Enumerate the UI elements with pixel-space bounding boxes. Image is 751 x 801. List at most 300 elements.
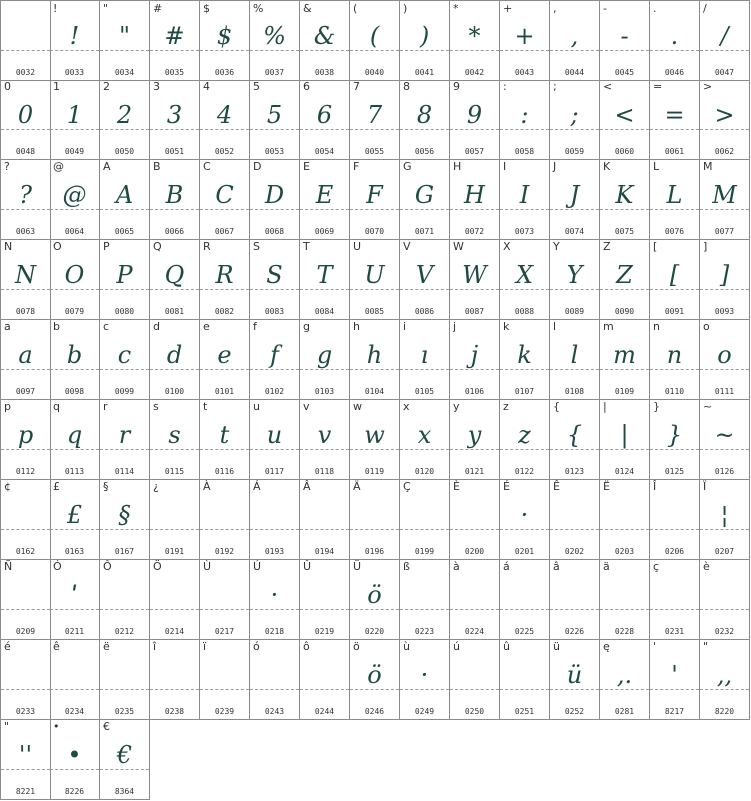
- glyph-sample: 2: [116, 101, 133, 129]
- glyph-label: ï: [203, 640, 207, 653]
- glyph-cell: [300, 480, 350, 560]
- glyph-label: f: [253, 320, 257, 333]
- glyph-label: j: [453, 320, 457, 333]
- glyph-sample: [600, 578, 649, 612]
- glyph-code: 0046: [664, 68, 685, 77]
- glyph-cell: [700, 320, 750, 400]
- glyph-sample: •: [67, 741, 82, 769]
- glyph-label: R: [203, 240, 211, 253]
- glyph-label: O: [53, 240, 62, 253]
- glyph-code: 0044: [564, 68, 585, 77]
- glyph-cell: [350, 80, 400, 160]
- glyph-sample: &: [313, 22, 336, 50]
- glyph-sample: [150, 658, 199, 692]
- glyph-code: 0124: [614, 467, 635, 476]
- glyph-cell: [200, 640, 250, 720]
- glyph-code: 0110: [664, 387, 685, 396]
- glyph-label: T: [303, 240, 310, 253]
- glyph-code: 0076: [664, 227, 685, 236]
- glyph-cell: [600, 160, 650, 240]
- glyph-code: 0206: [664, 547, 685, 556]
- glyph-code: 0211: [64, 627, 85, 636]
- glyph-code: 0093: [714, 307, 735, 316]
- glyph-label: ß: [403, 560, 410, 573]
- glyph-code: 0075: [614, 227, 635, 236]
- glyph-cell: [500, 480, 550, 560]
- glyph-cell: [500, 80, 550, 160]
- glyph-code: 0250: [464, 707, 485, 716]
- glyph-label: û: [503, 640, 510, 653]
- glyph-sample: [350, 498, 399, 532]
- glyph-label: ë: [103, 640, 110, 653]
- glyph-label: £: [53, 480, 60, 493]
- glyph-label: ö: [353, 640, 360, 653]
- glyph-label: è: [703, 560, 710, 573]
- glyph-cell: [100, 720, 150, 800]
- glyph-label: g: [303, 320, 310, 333]
- glyph-sample: ·: [420, 661, 429, 689]
- glyph-sample: e: [217, 341, 232, 369]
- glyph-code: 0082: [214, 307, 235, 316]
- glyph-sample: %: [263, 22, 286, 50]
- glyph-label: W: [453, 240, 464, 253]
- glyph-label: v: [303, 400, 310, 413]
- glyph-sample: $: [216, 22, 233, 50]
- glyph-code: 0053: [264, 147, 285, 156]
- glyph-label: Î: [653, 480, 657, 493]
- glyph-label: 6: [303, 80, 310, 93]
- glyph-sample: t: [219, 421, 230, 449]
- glyph-cell: [250, 80, 300, 160]
- glyph-code: 0226: [564, 627, 585, 636]
- glyph-sample: [1, 498, 50, 532]
- glyph-code: 0201: [514, 547, 535, 556]
- glyph-code: 0102: [264, 387, 285, 396]
- glyph-sample: E: [315, 181, 334, 209]
- glyph-label: K: [603, 160, 611, 173]
- glyph-code: 0074: [564, 227, 585, 236]
- glyph-sample: C: [215, 181, 234, 209]
- glyph-cell: [200, 480, 250, 560]
- glyph-label: Â: [303, 480, 311, 493]
- glyph-sample: [100, 578, 149, 612]
- glyph-sample: G: [414, 181, 435, 209]
- glyph-code: 0214: [164, 627, 185, 636]
- glyph-label: J: [553, 160, 557, 173]
- glyph-cell: [0, 0, 51, 81]
- glyph-label: E: [303, 160, 310, 173]
- glyph-code: 0033: [64, 68, 85, 77]
- glyph-label: ]: [703, 240, 708, 253]
- glyph-code: 0032: [15, 68, 36, 77]
- glyph-sample: o: [717, 341, 732, 369]
- glyph-label: ó: [253, 640, 260, 653]
- glyph-code: 0068: [264, 227, 285, 236]
- glyph-code: 0107: [514, 387, 535, 396]
- glyph-code: 0063: [15, 227, 36, 236]
- glyph-cell: [150, 640, 200, 720]
- glyph-sample: u: [266, 421, 283, 449]
- glyph-sample: '': [18, 741, 33, 769]
- glyph-cell: [600, 480, 650, 560]
- glyph-label: ": [4, 720, 10, 733]
- glyph-sample: P: [116, 261, 133, 289]
- glyph-cell: [150, 160, 200, 240]
- glyph-sample: €: [116, 741, 133, 769]
- glyph-sample: W: [462, 261, 487, 289]
- glyph-sample: [550, 498, 599, 532]
- glyph-sample: [450, 578, 499, 612]
- glyph-label: 4: [203, 80, 210, 93]
- glyph-cell: [300, 80, 350, 160]
- glyph-label: r: [103, 400, 108, 413]
- glyph-cell: [350, 480, 400, 560]
- glyph-code: 0045: [614, 68, 635, 77]
- glyph-code: 0114: [114, 467, 135, 476]
- glyph-sample: B: [165, 181, 184, 209]
- glyph-label: :: [503, 80, 507, 93]
- glyph-cell: [500, 0, 550, 81]
- glyph-label: ;: [553, 80, 557, 93]
- glyph-label: l: [553, 320, 557, 333]
- glyph-cell: [700, 160, 750, 240]
- glyph-cell: [600, 400, 650, 480]
- glyph-code: 0121: [464, 467, 485, 476]
- glyph-label: B: [153, 160, 161, 173]
- glyph-cell: [450, 80, 500, 160]
- glyph-code: 0060: [614, 147, 635, 156]
- glyph-cell: [400, 480, 450, 560]
- glyph-label: X: [503, 240, 511, 253]
- glyph-code: 0109: [614, 387, 635, 396]
- glyph-code: 0249: [414, 707, 435, 716]
- glyph-label: Ñ: [4, 560, 13, 573]
- glyph-code: 0103: [314, 387, 335, 396]
- glyph-cell: [550, 80, 600, 160]
- glyph-label: H: [453, 160, 462, 173]
- glyph-cell: [0, 480, 51, 560]
- glyph-cell: [0, 240, 51, 320]
- glyph-label: }: [653, 400, 660, 413]
- glyph-label: d: [153, 320, 160, 333]
- glyph-label: z: [503, 400, 509, 413]
- glyph-cell: [450, 0, 500, 81]
- glyph-cell: [150, 240, 200, 320]
- glyph-code: 0054: [314, 147, 335, 156]
- glyph-label: /: [703, 2, 707, 15]
- glyph-sample: ,: [570, 22, 579, 50]
- glyph-code: 0194: [314, 547, 335, 556]
- glyph-sample: a: [18, 341, 33, 369]
- glyph-cell: [200, 560, 250, 640]
- glyph-label: A: [103, 160, 111, 173]
- glyph-cell: [0, 640, 51, 720]
- glyph-cell: [50, 240, 100, 320]
- glyph-sample: I: [519, 181, 530, 209]
- glyph-cell: [700, 480, 750, 560]
- glyph-cell: [550, 400, 600, 480]
- glyph-label: c: [103, 320, 110, 333]
- glyph-cell: [650, 560, 700, 640]
- glyph-label: $: [203, 2, 210, 15]
- glyph-cell: [150, 0, 200, 81]
- glyph-code: 0086: [414, 307, 435, 316]
- glyph-code: 0163: [64, 547, 85, 556]
- glyph-sample: ö: [367, 661, 382, 689]
- glyph-cell: [450, 480, 500, 560]
- glyph-sample: c: [117, 341, 132, 369]
- glyph-label: ': [653, 640, 657, 653]
- glyph-code: 0071: [414, 227, 435, 236]
- glyph-cell: [500, 320, 550, 400]
- glyph-code: 0118: [314, 467, 335, 476]
- glyph-cell: [200, 0, 250, 81]
- glyph-label: Z: [603, 240, 611, 253]
- glyph-sample: ,,: [716, 661, 733, 689]
- glyph-cell: [0, 160, 51, 240]
- glyph-code: 0069: [314, 227, 335, 236]
- glyph-sample: p: [17, 421, 34, 449]
- glyph-code: 0191: [164, 547, 185, 556]
- glyph-label: 2: [103, 80, 110, 93]
- glyph-label: Ü: [353, 560, 362, 573]
- glyph-code: 8221: [15, 787, 36, 796]
- glyph-cell: [0, 560, 51, 640]
- glyph-sample: §: [118, 501, 131, 529]
- glyph-sample: ~: [714, 421, 735, 449]
- glyph-label: ?: [4, 160, 10, 173]
- glyph-cell: [550, 560, 600, 640]
- glyph-label: 5: [253, 80, 260, 93]
- glyph-sample: [500, 658, 549, 692]
- glyph-sample: Z: [616, 261, 633, 289]
- glyph-sample: V: [415, 261, 434, 289]
- glyph-label: ~: [703, 400, 713, 413]
- glyph-sample: M: [712, 181, 737, 209]
- glyph-cell: [0, 320, 51, 400]
- glyph-label: ô: [303, 640, 310, 653]
- glyph-code: 0239: [214, 707, 235, 716]
- glyph-code: 0048: [15, 147, 36, 156]
- glyph-sample: r: [118, 421, 131, 449]
- glyph-sample: [400, 578, 449, 612]
- glyph-sample: [500, 578, 549, 612]
- glyph-label: ù: [403, 640, 410, 653]
- glyph-sample: [100, 658, 149, 692]
- glyph-sample: [50, 658, 99, 692]
- glyph-cell: [550, 480, 600, 560]
- glyph-label: §: [103, 480, 109, 493]
- glyph-sample: ·: [270, 581, 279, 609]
- glyph-sample: {: [566, 421, 583, 449]
- glyph-label: {: [553, 400, 560, 413]
- glyph-code: 0126: [714, 467, 735, 476]
- glyph-cell: [450, 240, 500, 320]
- glyph-sample: R: [215, 261, 234, 289]
- glyph-label: Ù: [203, 560, 212, 573]
- glyph-label: 0: [4, 80, 11, 93]
- glyph-sample: ˈ: [71, 581, 78, 609]
- glyph-code: 0112: [15, 467, 36, 476]
- glyph-label: î: [153, 640, 157, 653]
- glyph-code: 0058: [514, 147, 535, 156]
- glyph-code: 0223: [414, 627, 435, 636]
- glyph-label: Á: [253, 480, 261, 493]
- glyph-cell: [500, 160, 550, 240]
- glyph-sample: /: [720, 22, 729, 50]
- glyph-cell: [500, 400, 550, 480]
- glyph-label: Ä: [353, 480, 361, 493]
- glyph-label: Ë: [603, 480, 610, 493]
- glyph-cell: [150, 480, 200, 560]
- glyph-label: <: [603, 80, 613, 93]
- glyph-code: 0059: [564, 147, 585, 156]
- glyph-cell: [50, 400, 100, 480]
- glyph-sample: [550, 578, 599, 612]
- glyph-code: 0108: [564, 387, 585, 396]
- glyph-cell: [650, 480, 700, 560]
- glyph-cell: [700, 0, 750, 81]
- glyph-cell: [350, 0, 400, 81]
- glyph-label: s: [153, 400, 159, 413]
- glyph-cell: [400, 160, 450, 240]
- glyph-cell: [300, 640, 350, 720]
- glyph-cell: [350, 400, 400, 480]
- glyph-code: 0041: [414, 68, 435, 77]
- glyph-cell: [250, 320, 300, 400]
- glyph-sample: ]: [719, 261, 730, 289]
- glyph-code: 0117: [264, 467, 285, 476]
- glyph-cell: [0, 80, 51, 160]
- glyph-cell: [200, 320, 250, 400]
- glyph-cell: [200, 160, 250, 240]
- glyph-code: 0056: [414, 147, 435, 156]
- glyph-cell: [550, 240, 600, 320]
- glyph-code: 0119: [364, 467, 385, 476]
- glyph-label: N: [4, 240, 13, 253]
- glyph-sample: [1, 658, 50, 692]
- glyph-code: 0057: [464, 147, 485, 156]
- glyph-cell: [350, 320, 400, 400]
- glyph-code: 8220: [714, 707, 735, 716]
- glyph-sample: v: [317, 421, 332, 449]
- glyph-code: 0080: [114, 307, 135, 316]
- glyph-label: ,: [553, 2, 557, 15]
- glyph-sample: [150, 498, 199, 532]
- glyph-code: 0192: [214, 547, 235, 556]
- glyph-sample: K: [615, 181, 634, 209]
- glyph-cell: [300, 0, 350, 81]
- glyph-sample: 8: [416, 101, 433, 129]
- glyph-cell: [600, 240, 650, 320]
- glyph-code: 0034: [114, 68, 135, 77]
- glyph-label: n: [653, 320, 660, 333]
- glyph-label: [: [653, 240, 658, 253]
- glyph-cell: [550, 640, 600, 720]
- glyph-code: 0047: [714, 68, 735, 77]
- glyph-label: Ô: [103, 560, 112, 573]
- glyph-cell: [100, 560, 150, 640]
- glyph-cell: [100, 160, 150, 240]
- glyph-code: 8364: [114, 787, 135, 796]
- glyph-code: 0111: [714, 387, 735, 396]
- glyph-sample: 3: [166, 101, 183, 129]
- glyph-code: 0220: [364, 627, 385, 636]
- glyph-cell: [0, 720, 51, 800]
- glyph-cell: [250, 160, 300, 240]
- glyph-code: 0089: [564, 307, 585, 316]
- glyph-cell: [350, 640, 400, 720]
- glyph-cell: [250, 240, 300, 320]
- glyph-sample: 9: [466, 101, 483, 129]
- glyph-label: ę: [603, 640, 610, 653]
- glyph-sample: d: [166, 341, 183, 369]
- glyph-sample: s: [168, 421, 181, 449]
- glyph-sample: *: [468, 22, 481, 50]
- glyph-label: V: [403, 240, 411, 253]
- glyph-sample: [300, 578, 349, 612]
- glyph-label: |: [603, 400, 607, 413]
- glyph-code: 0064: [64, 227, 85, 236]
- glyph-code: 0070: [364, 227, 385, 236]
- glyph-label: 3: [153, 80, 160, 93]
- glyph-sample: m: [613, 341, 636, 369]
- glyph-code: 0042: [464, 68, 485, 77]
- glyph-sample: X: [515, 261, 534, 289]
- glyph-cell: [200, 80, 250, 160]
- glyph-cell: [350, 160, 400, 240]
- glyph-sample: @: [62, 181, 87, 209]
- glyph-code: 0122: [514, 467, 535, 476]
- glyph-cell: [50, 160, 100, 240]
- glyph-sample: x: [417, 421, 432, 449]
- glyph-code: 0051: [164, 147, 185, 156]
- glyph-label: +: [503, 2, 513, 15]
- glyph-sample: !: [69, 22, 80, 50]
- glyph-code: 0243: [264, 707, 285, 716]
- glyph-sample: [450, 658, 499, 692]
- glyph-code: 0224: [464, 627, 485, 636]
- glyph-code: 0203: [614, 547, 635, 556]
- glyph-label: ": [103, 2, 109, 15]
- glyph-code: 0049: [64, 147, 85, 156]
- glyph-label: ú: [453, 640, 460, 653]
- glyph-code: 0067: [214, 227, 235, 236]
- glyph-code: 0162: [15, 547, 36, 556]
- glyph-sample: 4: [216, 101, 233, 129]
- glyph-cell: [50, 720, 100, 800]
- glyph-label: Ú: [253, 560, 262, 573]
- glyph-sample: ;: [570, 101, 579, 129]
- glyph-label: À: [203, 480, 211, 493]
- glyph-label: ê: [53, 640, 60, 653]
- glyph-cell: [100, 240, 150, 320]
- glyph-label: a: [4, 320, 11, 333]
- glyph-sample: H: [464, 181, 485, 209]
- glyph-sample: q: [66, 421, 83, 449]
- glyph-sample: h: [366, 341, 383, 369]
- glyph-cell: [450, 400, 500, 480]
- glyph-cell: [700, 640, 750, 720]
- glyph-code: 0106: [464, 387, 485, 396]
- glyph-cell: [650, 640, 700, 720]
- glyph-code: 0167: [114, 547, 135, 556]
- glyph-cell: [450, 320, 500, 400]
- glyph-code: 0098: [64, 387, 85, 396]
- glyph-sample: l: [570, 341, 579, 369]
- glyph-cell: [650, 240, 700, 320]
- glyph-cell: [350, 240, 400, 320]
